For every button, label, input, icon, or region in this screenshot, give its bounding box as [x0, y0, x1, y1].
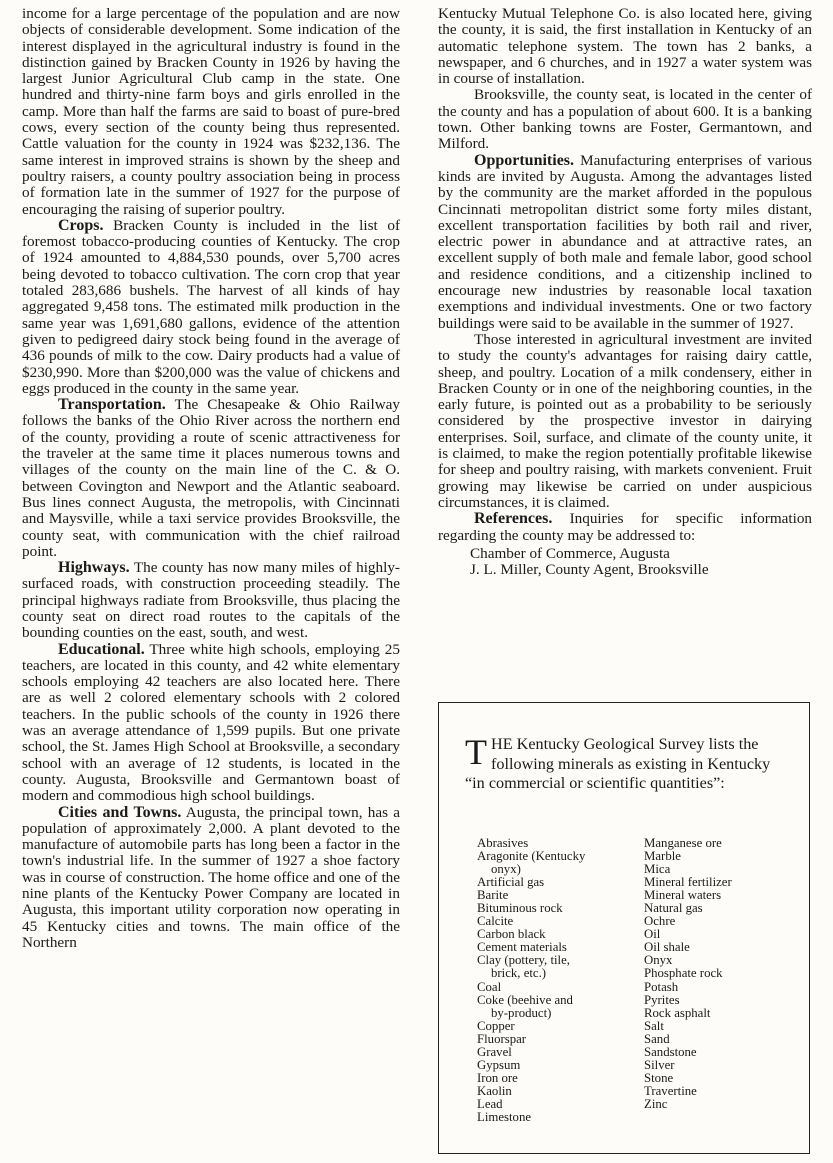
mineral-item: brick, etc.)	[491, 966, 547, 981]
mineral-item: Lead	[477, 1096, 503, 1111]
mineral-item: Sand	[644, 1031, 670, 1046]
paragraph-brooksville: Brooksville, the county seat, is located in the center of the county and has a population of about 600. It is a banking town. Other banking towns are Foster, Germantown, and Milford.	[438, 86, 812, 153]
mineral-item: Travertine	[644, 1083, 697, 1098]
mineral-item: Stone	[644, 1070, 674, 1085]
educational-text: Three white high schools, employing 25 teachers, are located in this county, and 42 white elementary schools employing 42 teachers are also located here. There are as well 2 colored elementary schools with 2 colored teachers. In the public schools of the county in 1926 there was an average attendance of 1,599 pupils. But one private school, the St. James High School at Brooksville, a secondary school with an average of 12 students, is located in the county. Augusta, Brooksville and Germantown boast of modern and commodious high school buildings.	[22, 640, 400, 805]
mineral-item: Artificial gas	[477, 875, 545, 890]
paragraph-crops	[22, 218, 400, 397]
mineral-item: Pyrites	[644, 992, 680, 1007]
heading-highways: Highways.	[58, 559, 130, 577]
mineral-item: Mica	[644, 862, 671, 877]
mineral-item: Copper	[477, 1018, 515, 1033]
transportation-text: The Chesapeake & Ohio Railway follows the banks of the Ohio River across the northern end of the county, providing a route of scenic attractiveness for the traveler at the same time it places numerous towns and villages of the county on the main line of the C. & O. between Covington and Newport and the Atlantic seaboard. Bus lines connect Augusta, the metropolis, with Cincinnati and Maysville, while a taxi service provides Brooksville, the county seat, with communication with the chief railroad point.	[22, 396, 400, 560]
mineral-item: Iron ore	[477, 1070, 518, 1085]
mineral-item: Gravel	[477, 1044, 512, 1059]
paragraph-references	[438, 511, 812, 544]
paragraph-transportation	[22, 397, 400, 560]
mineral-item: Ochre	[644, 914, 676, 929]
paragraph-opportunities	[438, 153, 812, 332]
mineral-item: Gypsum	[477, 1057, 521, 1072]
reference-item: J. L. Miller, County Agent, Brooksville	[470, 561, 709, 579]
reference-item: Chamber of Commerce, Augusta	[470, 544, 670, 562]
mineral-item: Mineral waters	[644, 888, 722, 903]
mineral-item: Clay (pottery, tile,	[477, 953, 570, 968]
mineral-item: Aragonite (Kentucky	[477, 849, 586, 864]
mineral-item: Natural gas	[644, 901, 703, 916]
heading-cities: Cities and Towns.	[58, 803, 182, 821]
mineral-item: Abrasives	[477, 836, 529, 850]
mineral-item: Oil shale	[644, 940, 690, 955]
heading-crops: Crops.	[58, 216, 104, 234]
mineral-item: Mineral fertilizer	[644, 875, 732, 890]
mineral-item: Carbon black	[477, 927, 546, 942]
dropcap: T	[465, 732, 487, 772]
mineral-item: Marble	[644, 849, 681, 864]
crops-text: Bracken County is included in the list of foremost tobacco-producing counties of Kentucky. The crop of 1924 amounted to 4,884,530 pounds, over 5,700 acres being devoted to tobacco cultivation. The corn crop that year totaled 283,686 bushels. The harvest of all kinds of hay aggregated 9,458 tons. The estimated milk production in the same year was 1,691,680 gallons, evidence of the attention given to pedigreed dairy stock being found in the average of 436 pounds of milk to the cow. Dairy products had a value of $230,990. More than $200,000 was the value of chickens and eggs produced in the county in the same year.	[22, 216, 401, 397]
mineral-item: onyx)	[491, 862, 521, 877]
minerals-intro	[465, 732, 787, 794]
mineral-item: Salt	[644, 1018, 664, 1033]
mineral-item: Potash	[644, 979, 679, 994]
mineral-item: Zinc	[644, 1096, 668, 1111]
mineral-item: Phosphate rock	[644, 966, 723, 981]
mineral-item: Cement materials	[477, 940, 567, 955]
mineral-item: Silver	[644, 1057, 675, 1072]
minerals-list-2	[644, 837, 794, 1111]
mineral-item: Sandstone	[644, 1044, 697, 1059]
mineral-item: Coal	[477, 979, 502, 994]
mineral-item: Kaolin	[477, 1083, 512, 1098]
mineral-item: Bituminous rock	[477, 901, 563, 916]
paragraph-highways	[22, 560, 400, 641]
left-column	[22, 6, 400, 951]
mineral-item: Rock asphalt	[644, 1005, 711, 1020]
paragraph-cities	[22, 805, 400, 952]
cities-text: Augusta, the principal town, has a population of approximately 2,000. A plant devoted to the manufacture of automobile parts has long been a factor in the town's industrial life. In the summer of 1927 a shoe factory was in course of construction. The home office and one of the nine plants of the Kentucky Power Company are located in Augusta, this important utility corporation now operating in 45 Kentucky cities and towns. The main office of the Northern	[22, 803, 400, 951]
minerals-box	[438, 702, 810, 1154]
minerals-intro-text: HE Kentucky Geological Survey lists the following minerals as existing in Kentucky “in commercial or scientific quantities”:	[465, 735, 771, 792]
heading-opportunities: Opportunities.	[474, 151, 575, 169]
highways-text: The county has now many miles of highly-surfaced roads, with construction proceeding steadily. The principal highways radiate from Brooksville, thus placing the county seat on direct road routes to the capitals of the bounding counties on the east, south, and west.	[22, 559, 400, 642]
mineral-item: Onyx	[644, 953, 673, 968]
heading-references: References.	[474, 510, 553, 528]
mineral-item: Barite	[477, 888, 509, 903]
opportunities-text: Manufacturing enterprises of various kinds are invited by Augusta. Among the advantages listed by the community are the market afforded in the populous Cincinnati metropolitan district some forty miles distant, excellent transportation facilities by both rail and river, electric power in abundance and at attractive rates, an excellent supply of both male and female labor, good school and residence conditions, and a citizenship inclined to encourage new industries by reasonable local taxation exemptions and individual investments. One or two factory buildings were said to be available in the summer of 1927.	[438, 151, 813, 332]
mineral-item: Calcite	[477, 914, 514, 929]
mineral-item: Fluorspar	[477, 1031, 527, 1046]
references-list	[470, 546, 812, 579]
right-column	[438, 6, 812, 578]
paragraph-telephone: Kentucky Mutual Telephone Co. is also located here, giving the county, it is said, the first installation in Kentucky of an automatic telephone system. The town has 2 banks, a newspaper, and 6 churches, and in 1927 a water system was in course of installation.	[438, 5, 812, 88]
references-text: Inquiries for specific information regarding the county may be addressed to:	[438, 510, 813, 544]
mineral-item: Oil	[644, 927, 661, 942]
mineral-item: Manganese ore	[644, 836, 722, 850]
mineral-item: by-product)	[491, 1005, 552, 1020]
mineral-item: Limestone	[477, 1109, 532, 1124]
heading-educational: Educational.	[58, 640, 145, 658]
heading-transportation: Transportation.	[58, 396, 166, 414]
paragraph-agriculture: income for a large percentage of the population and are now objects of considerable development. Some indication of the interest displayed in the agricultural industry is found in the distinction gained by Bracken County in 1926 by having the largest Junior Agricultural Club camp in the state. One hundred and thirty-nine farm boys and girls enrolled in the camp. More than half the farms are said to boast of pure-bred cows, every section of the county being thus represented. Cattle valuation for the county in 1924 was $232,136. The same interest in improved strains is shown by the sheep and poultry raisers, a county poultry association being in process of formation late in the summer of 1927 for the purpose of encouraging the raising of superior poultry.	[22, 5, 400, 218]
paragraph-educational	[22, 642, 400, 805]
minerals-list-1	[477, 837, 637, 1124]
paragraph-agricultural-investment: Those interested in agricultural investment are invited to study the county's advantages for raising dairy cattle, sheep, and poultry. Location of a milk condensery, either in Bracken County or in one of the neighboring counties, in the early future, is pointed out as a probability to be seriously considered by the prospective investor in dairying enterprises. Soil, surface, and climate of the county unite, it is claimed, to make the region potentially profitable likewise for sheep and poultry raising, with markets convenient. Fruit growing may likewise be carried on under auspicious circumstances, it is claimed.	[438, 330, 812, 511]
mineral-item: Coke (beehive and	[477, 992, 573, 1007]
